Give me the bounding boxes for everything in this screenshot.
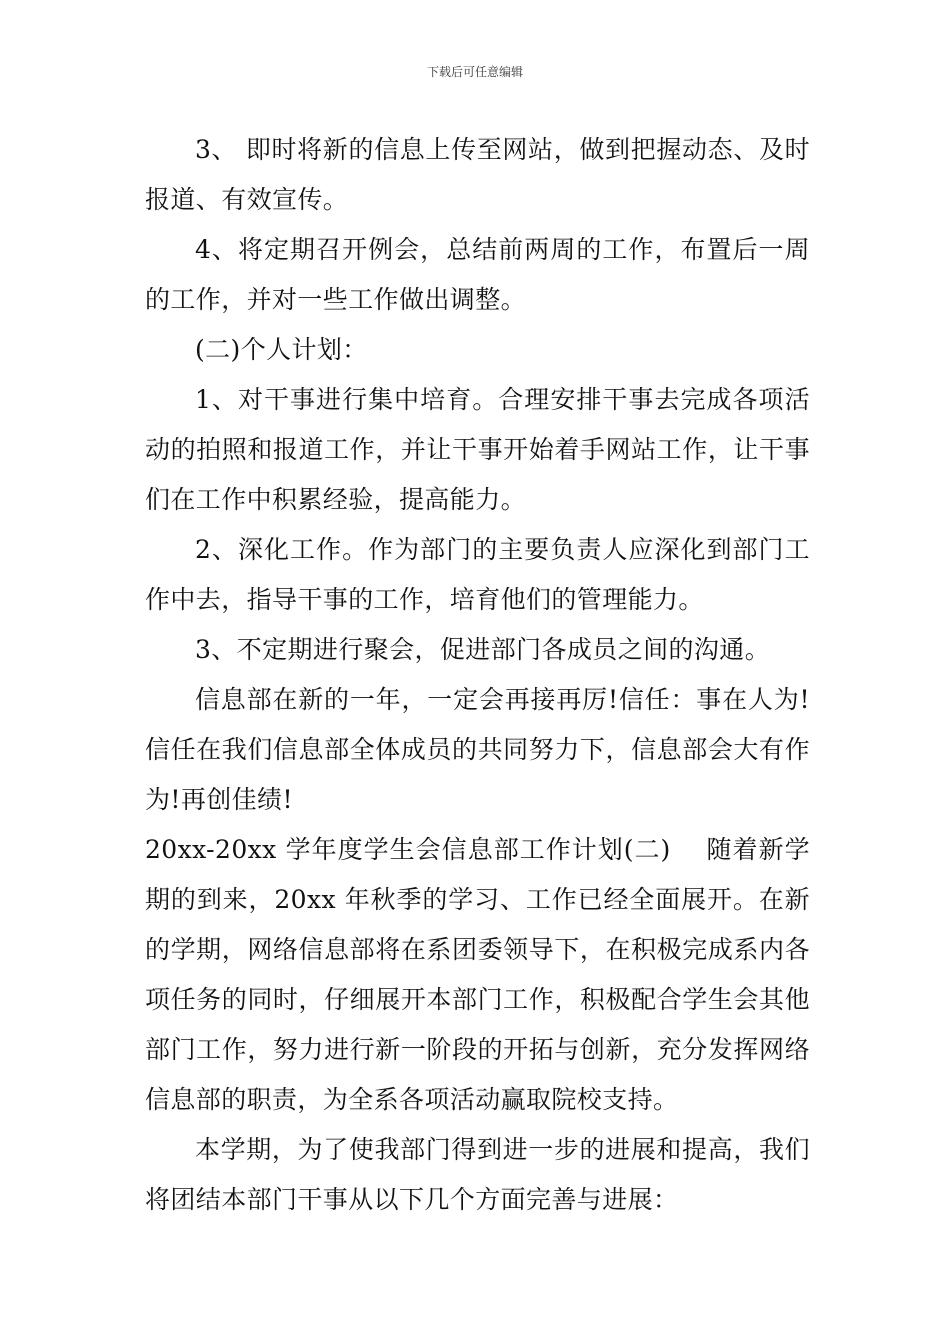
paragraph-9: 本学期，为了使我部门得到进一步的进展和提高，我们将团结本部门干事从以下几个方面完善与进展： [145, 1135, 810, 1214]
paragraph-7: 信息部在新的一年，一定会再接再厉!信任：事在人为!信任在我们信息部全体成员的共同努力下，信息部会大有作为!再创佳绩! [145, 685, 810, 814]
document-body [145, 125, 810, 1225]
paragraph-6: 3、不定期进行聚会，促进部门各成员之间的沟通。 [195, 635, 771, 664]
paragraph-8: 20xx-20xx 学年度学生会信息部工作计划(二) 随着新学期的到来，20xx 年秋季的学习、工作已经全面展开。在新的学期，网络信息部将在系团委领导下，在积极完成系内各项任务的同时，仔细展开本部门工作，积极配合学生会其他部门工作，努力进行新一阶段的开拓与创新，充分发挥网络信息部的职责，为全系各项活动赢取院校支持。 [145, 835, 810, 1114]
paragraph-3: (二)个人计划： [195, 335, 368, 364]
paragraph-1: 3、 即时将新的信息上传至网站，做到把握动态、及时报道、有效宣传。 [145, 135, 810, 214]
paragraph-2: 4、将定期召开例会，总结前两周的工作，布置后一周的工作，并对一些工作做出调整。 [145, 235, 810, 314]
page-header-note: 下载后可任意编辑 [426, 65, 523, 79]
paragraph-4: 1、对干事进行集中培育。合理安排干事去完成各项活动的拍照和报道工作，并让干事开始着手网站工作，让干事们在工作中积累经验，提高能力。 [145, 385, 810, 514]
paragraph-5: 2、深化工作。作为部门的主要负责人应深化到部门工作中去，指导干事的工作，培育他们的管理能力。 [145, 535, 810, 614]
